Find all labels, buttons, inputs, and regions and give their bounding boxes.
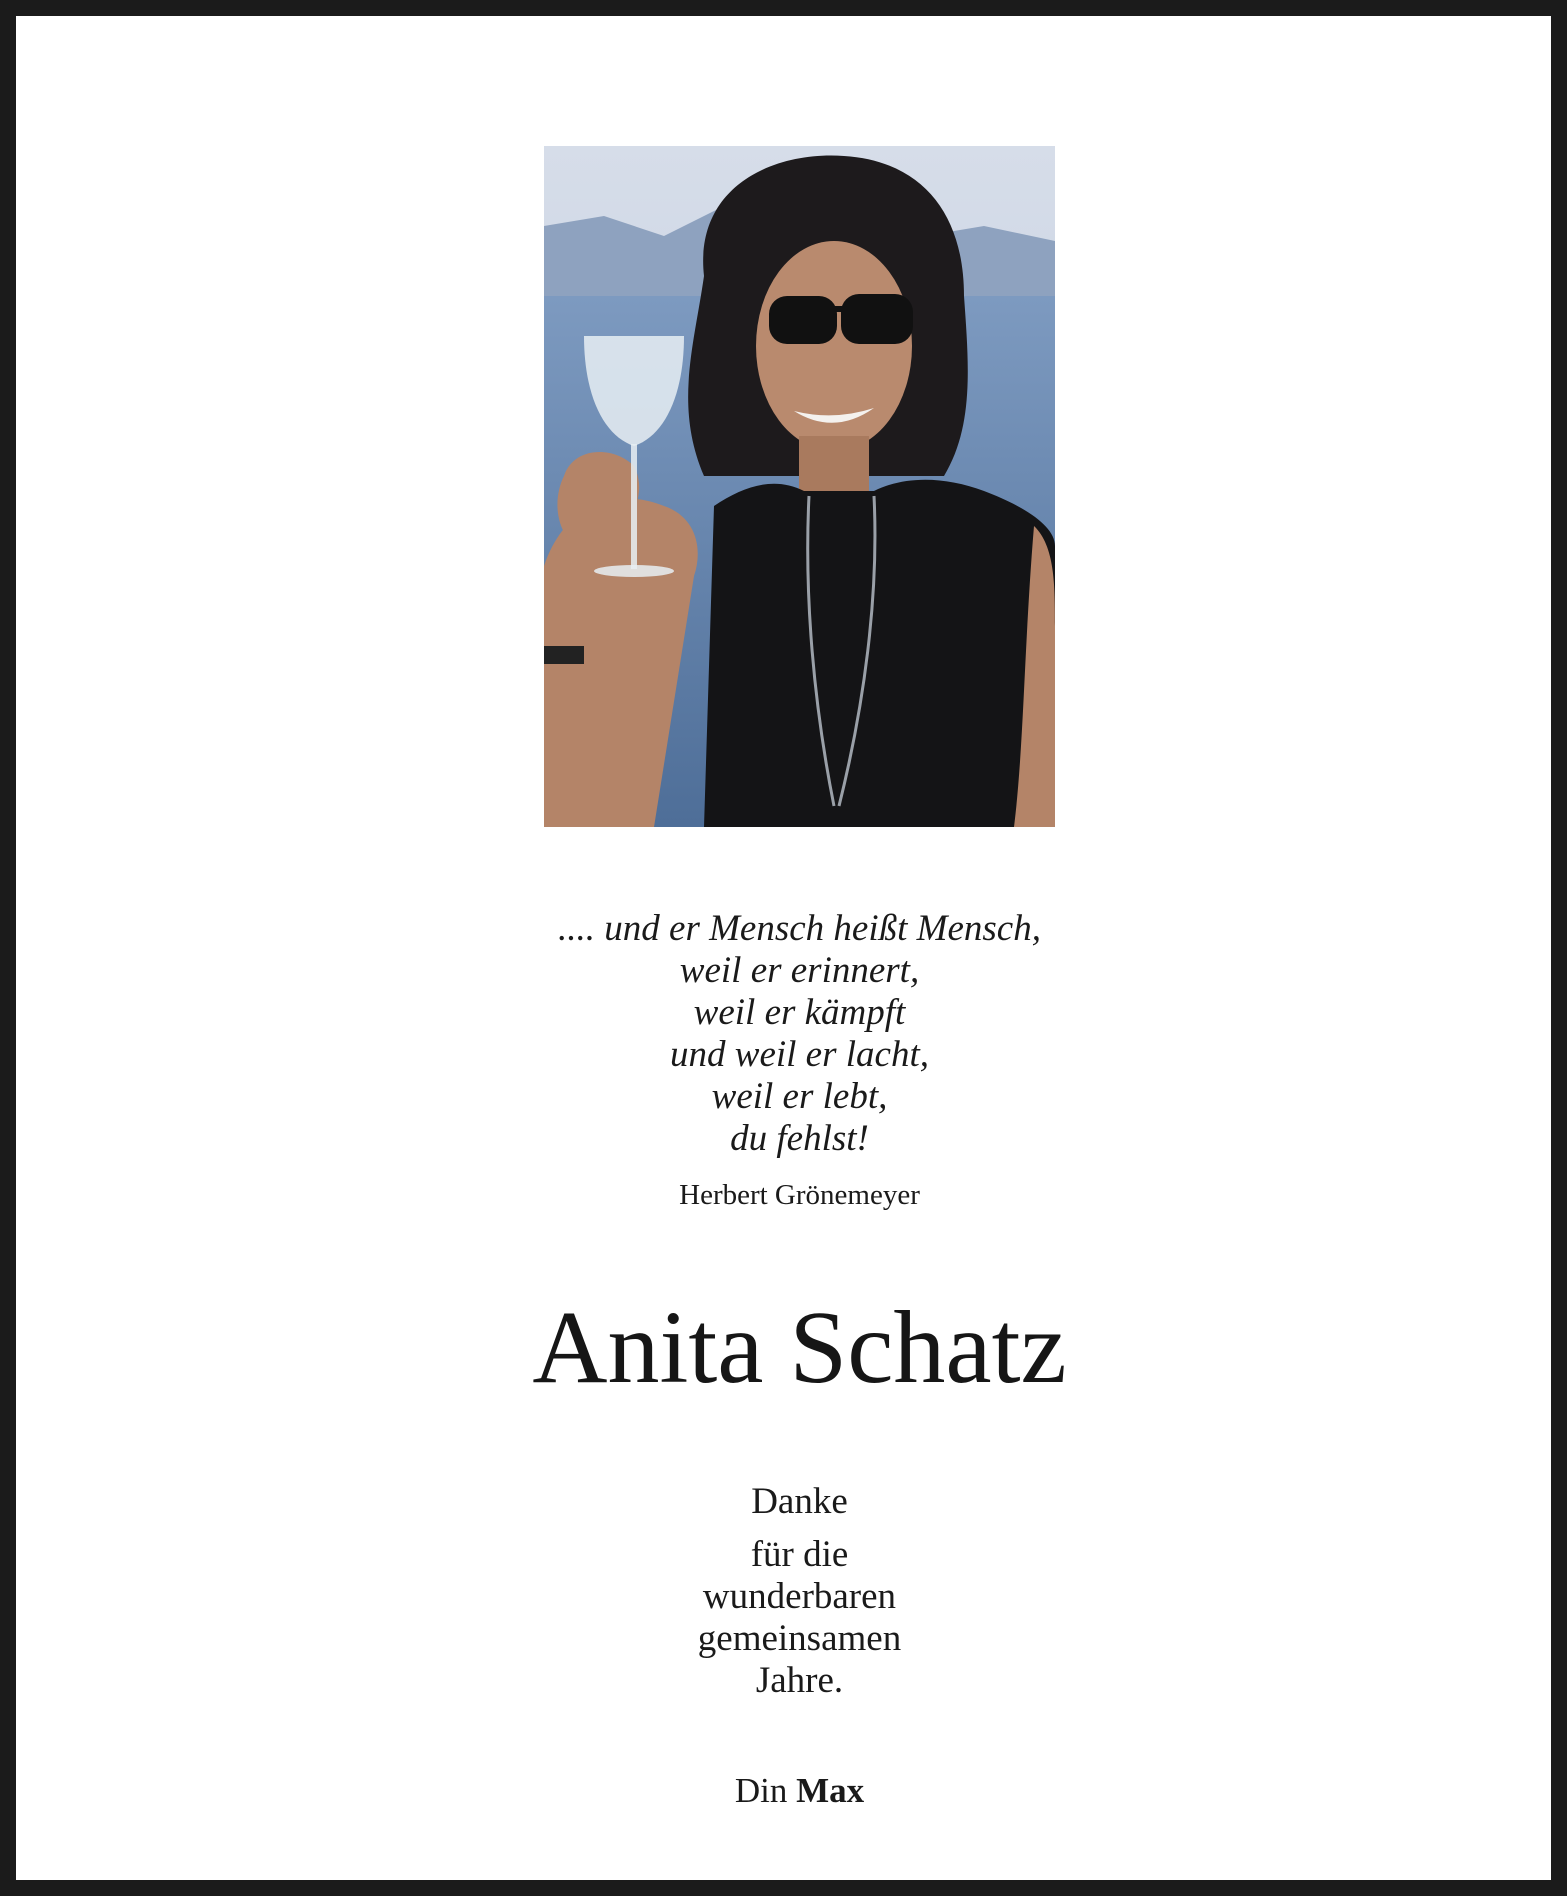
- quote-block: [16, 908, 1567, 1160]
- signature-name: Max: [796, 1771, 865, 1810]
- quote-line-4: und weil er lacht,: [670, 1034, 929, 1075]
- thanks-line-4: Jahre.: [755, 1660, 844, 1701]
- thanks-line-3: gemeinsamen: [697, 1618, 902, 1659]
- thanks-line-1: für die: [750, 1534, 849, 1575]
- signature: [16, 1770, 1567, 1812]
- quote-line-1: .... und er Mensch heißt Mensch,: [558, 908, 1041, 949]
- quote-line-2: weil er erinnert,: [679, 950, 920, 991]
- quote-line-5: weil er lebt,: [711, 1076, 888, 1117]
- portrait-photo: [544, 146, 1055, 827]
- thanks-heading: Danke: [751, 1481, 848, 1522]
- signature-prefix: Din: [734, 1771, 788, 1810]
- thanks-block: [16, 1534, 1567, 1702]
- quote-author: Herbert Grönemeyer: [679, 1179, 920, 1211]
- deceased-name: Anita Schatz: [532, 1290, 1067, 1405]
- quote-line-3: weil er kämpft: [693, 992, 906, 1033]
- thanks-line-2: wunderbaren: [702, 1576, 897, 1617]
- quote-line-6: du fehlst!: [730, 1118, 869, 1159]
